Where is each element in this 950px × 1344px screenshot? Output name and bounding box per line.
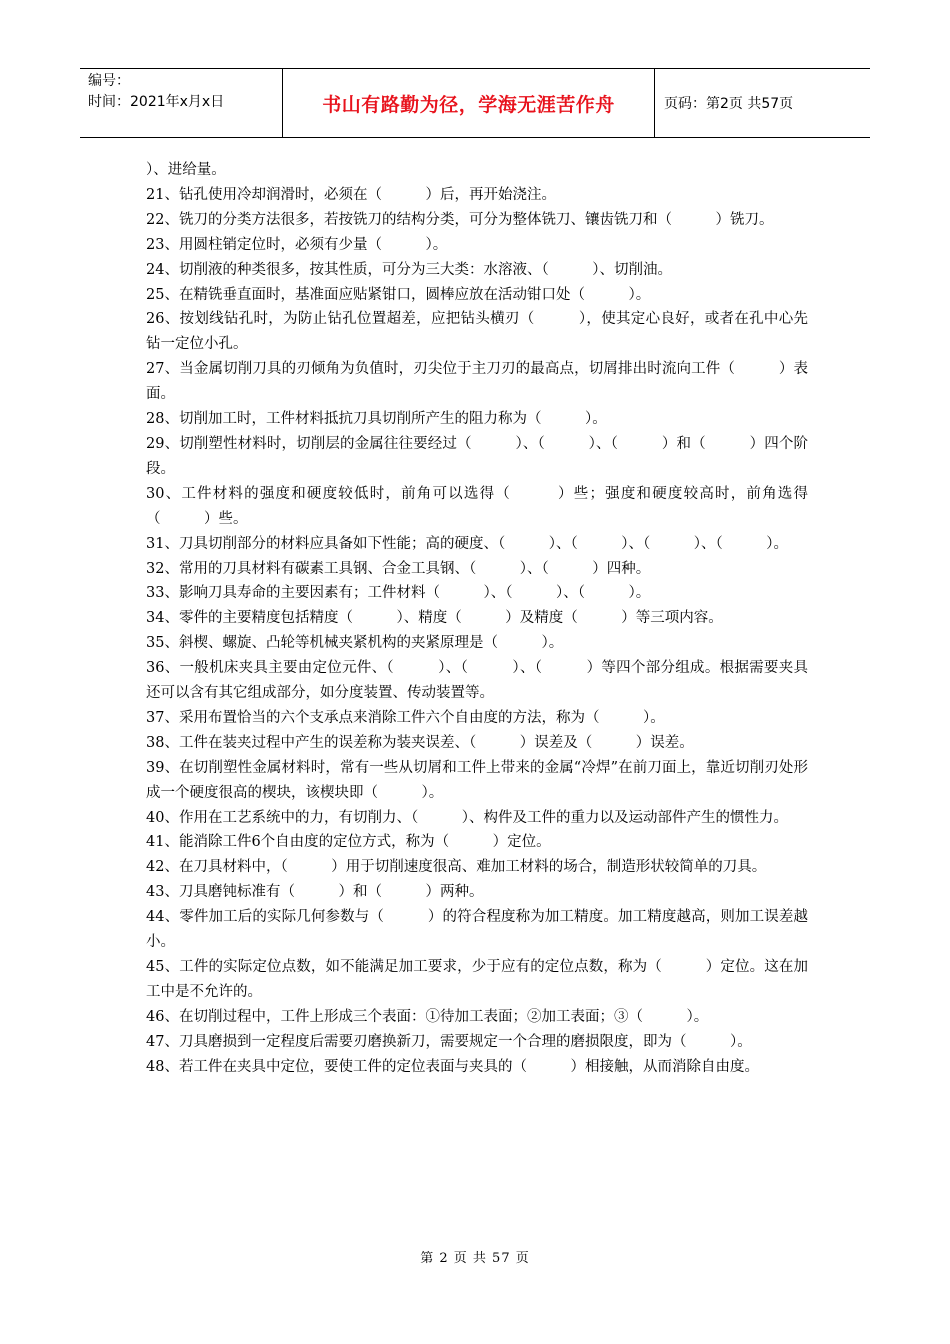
question-item: 34、零件的主要精度包括精度（ ）、精度（ ）及精度（ ）等三项内容。 bbox=[146, 610, 723, 627]
question-item: 28、切削加工时，工件材料抵抗刀具切削所产生的阻力称为（ ）。 bbox=[146, 411, 607, 428]
page-header bbox=[80, 68, 870, 138]
question-item: 21、钻孔使用冷却润滑时，必须在（ ）后，再开始浇注。 bbox=[146, 186, 556, 203]
header-page-label: 页码：第2页 共57页 bbox=[664, 96, 794, 112]
question-item: 37、采用布置恰当的六个支承点来消除工件六个自由度的方法，称为（ ）。 bbox=[146, 709, 665, 726]
question-item: 23、用圆柱销定位时，必须有少量（ ）。 bbox=[146, 236, 448, 253]
document-date-label: 时间：2021年x月x日 bbox=[88, 94, 225, 110]
question-item: 42、在刀具材料中，（ ）用于切削速度很高、难加工材料的场合，制造形状较简单的刀具。 bbox=[146, 859, 767, 876]
question-item: 41、能消除工件6个自由度的定位方式，称为（ ）定位。 bbox=[146, 834, 551, 851]
question-item: 30、工件材料的强度和硬度较低时，前角可以选得（ ）些；强度和硬度较高时，前角选得（ ）些。 bbox=[146, 485, 808, 527]
question-item: ）、进给量。 bbox=[146, 162, 226, 178]
question-item: 22、铣刀的分类方法很多，若按铣刀的结构分类，可分为整体铣刀、镶齿铣刀和（ ）铣刀。 bbox=[146, 211, 774, 228]
header-motto: 书山有路勤为径，学海无涯苦作舟 bbox=[283, 69, 655, 137]
question-item: 36、一般机床夹具主要由定位元件、（ ）、（ ）、（ ）等四个部分组成。根据需要夹具还可以含有其它组成部分，如分度装置、传动装置等。 bbox=[146, 660, 808, 702]
question-item: 29、切削塑性材料时，切削层的金属往往要经过（ ）、（ ）、（ ）和（ ）四个阶段。 bbox=[146, 435, 808, 477]
question-item: 46、在切削过程中，工件上形成三个表面：①待加工表面；②加工表面；③（ ）。 bbox=[146, 1008, 709, 1025]
header-meta bbox=[80, 69, 283, 137]
question-item: 47、刀具磨损到一定程度后需要刃磨换新刀，需要规定一个合理的磨损限度，即为（ ）。 bbox=[146, 1033, 752, 1050]
question-item: 40、作用在工艺系统中的力，有切削力、（ ）、构件及工件的重力以及运动部件产生的惯性力。 bbox=[146, 809, 788, 826]
question-item: 43、刀具磨钝标准有（ ）和（ ）两种。 bbox=[146, 884, 484, 901]
question-item: 39、在切削塑性金属材料时，常有一些从切屑和工件上带来的金属“冷焊”在前刀面上，靠近切削刃处形成一个硬度很高的楔块，该楔块即（ ）。 bbox=[146, 759, 808, 801]
question-item: 33、影响刀具寿命的主要因素有；工件材料（ ）、（ ）、（ ）。 bbox=[146, 585, 651, 602]
document-number-label: 编号： bbox=[88, 73, 130, 89]
question-item: 27、当金属切削刀具的刃倾角为负值时，刃尖位于主刀刃的最高点，切屑排出时流向工件（ ）表面。 bbox=[146, 361, 808, 403]
question-item: 35、斜楔、螺旋、凸轮等机械夹紧机构的夹紧原理是（ ）。 bbox=[146, 635, 564, 652]
question-item: 26、按划线钻孔时，为防止钻孔位置超差，应把钻头横刃（ ），使其定心良好，或者在孔中心先钻一定位小孔。 bbox=[146, 311, 808, 353]
question-item: 48、若工件在夹具中定位，要使工件的定位表面与夹具的（ ）相接触，从而消除自由度。 bbox=[146, 1058, 759, 1075]
question-item: 25、在精铣垂直面时，基准面应贴紧钳口，圆棒应放在活动钳口处（ ）。 bbox=[146, 286, 651, 303]
question-item: 24、切削液的种类很多，按其性质，可分为三大类：水溶液、（ ）、切削油。 bbox=[146, 261, 672, 278]
question-list bbox=[146, 158, 808, 1080]
question-item: 32、常用的刀具材料有碳素工具钢、合金工具钢、（ ）、（ ）四种。 bbox=[146, 560, 651, 577]
page-footer: 第 2 页 共 57 页 bbox=[420, 1251, 530, 1266]
question-item: 31、刀具切削部分的材料应具备如下性能；高的硬度、（ ）、（ ）、（ ）、（ ）。 bbox=[146, 535, 788, 552]
question-item: 45、工件的实际定位点数，如不能满足加工要求，少于应有的定位点数，称为（ ）定位。这在加工中是不允许的。 bbox=[146, 959, 808, 1000]
question-item: 44、零件加工后的实际几何参数与（ ）的符合程度称为加工精度。加工精度越高，则加工误差越小。 bbox=[146, 909, 808, 951]
question-item: 38、工件在装夹过程中产生的误差称为装夹误差、（ ）误差及（ ）误差。 bbox=[146, 734, 694, 751]
